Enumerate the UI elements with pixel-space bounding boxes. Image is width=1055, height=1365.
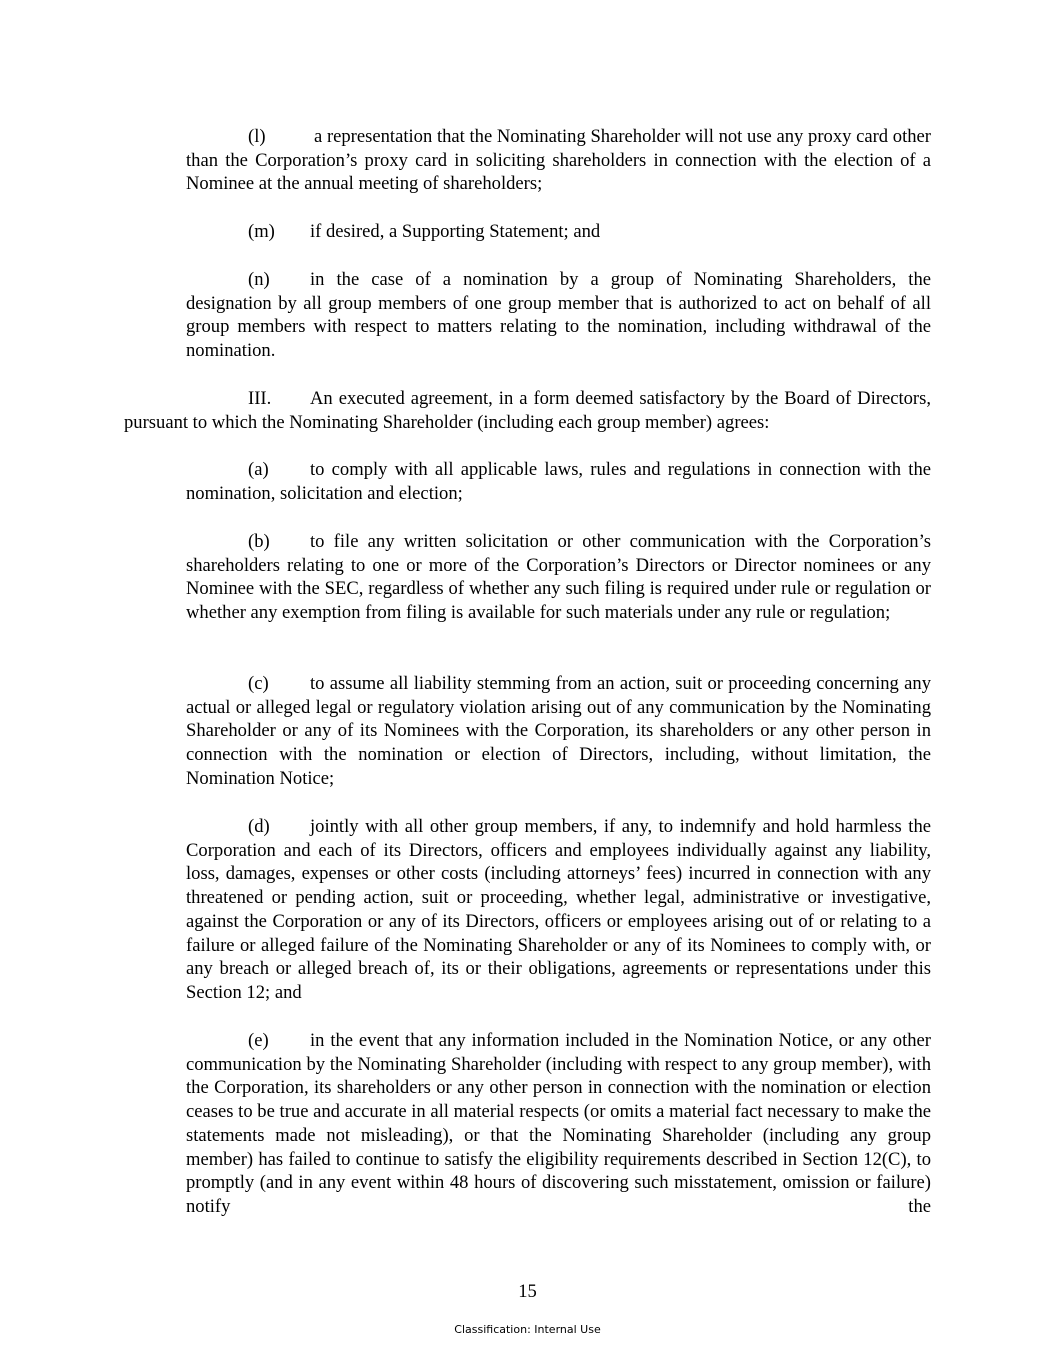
paragraph-a — [186, 458, 931, 505]
paragraph-d — [186, 815, 931, 1005]
paragraph-marker: (b) — [248, 531, 270, 552]
paragraph-marker: (d) — [248, 816, 270, 837]
paragraph-text: to comply with all applicable laws, rules and regulations in connection with the nomination, solicitation and election; — [186, 459, 931, 504]
page-number: 15 — [518, 1281, 537, 1302]
paragraph-marker: (a) — [248, 459, 269, 480]
paragraph-marker: (m) — [248, 221, 275, 242]
paragraph-marker: (l) — [248, 126, 266, 147]
paragraph-text: in the event that any information included in the Nomination Notice, or any other communication by the Nominating Shareholder (including with respect to any group member), with the Corporation, its shareholders or any other person in connection with the nomination or election ceases to be true and accurate in all material respects (or omits a material fact necessary to make the statements made not misleading), or that the Nominating Shareholder (including any group member) has failed to continue to satisfy the eligibility requirements described in Section 12(C), to promptly (and in any event within 48 hours of discovering such misstatement, omission or failure) notify the — [186, 1030, 931, 1217]
paragraph-marker: (n) — [248, 269, 270, 290]
paragraph-text: jointly with all other group members, if any, to indemnify and hold harmless the Corporation and each of its Directors, officers and employees individually against any liability, loss, damages, expenses or other costs (including attorneys’ fees) incurred in connection with any threatened or pending action, suit or proceeding, whether legal, administrative or investigative, against the Corporation or any of its Directors, officers or employees arising out of or relating to a failure or alleged failure of the Nominating Shareholder or any of its Nominees to comply with, or any breach or alleged breach of, its or their obligations, agreements or representations under this Section 12; and — [186, 816, 931, 1003]
paragraph-text: An executed agreement, in a form deemed satisfactory by the Board of Directors, pursuant to which the Nominating Shareholder (including each group member) agrees: — [124, 388, 931, 433]
paragraph-m — [186, 220, 931, 244]
paragraph-text: if desired, a Supporting Statement; and — [310, 221, 601, 242]
paragraph-marker: III. — [248, 388, 272, 409]
paragraph-text: in the case of a nomination by a group of Nominating Shareholders, the designation by all group members of one group member that is authorized to act on behalf of all group members with respect to matters relating to the nomination, including withdrawal of the nomination. — [186, 269, 931, 362]
paragraph-l — [186, 125, 931, 196]
paragraph-marker: (c) — [248, 673, 269, 694]
paragraph-marker: (e) — [248, 1030, 269, 1051]
paragraph-b — [186, 530, 931, 625]
paragraph-n — [186, 268, 931, 363]
paragraph-e — [186, 1029, 931, 1219]
paragraph-text: to file any written solicitation or other communication with the Corporation’s shareholders relating to one or more of the Corporation’s Directors or Director nominees or any Nominee with the SEC, regardless of whether any such filing is required under rule or regulation or whether any exemption from filing is available for such materials under any rule or regulation; — [186, 531, 931, 624]
classification-footer: Classification: Internal Use — [454, 1323, 601, 1336]
paragraph-c — [186, 672, 931, 791]
paragraph-text: a representation that the Nominating Shareholder will not use any proxy card other than the Corporation’s proxy card in soliciting shareholders in connection with the election of a Nominee at the annual meeting of shareholders; — [186, 126, 931, 195]
paragraph-III — [124, 387, 931, 434]
paragraph-text: to assume all liability stemming from an action, suit or proceeding concerning any actual or alleged legal or regulatory violation arising out of any communication by the Nominating Shareholder or any of its Nominees with the Corporation, its shareholders or any other person in connection with the nomination or election of Directors, including, without limitation, the Nomination Notice; — [186, 673, 931, 789]
